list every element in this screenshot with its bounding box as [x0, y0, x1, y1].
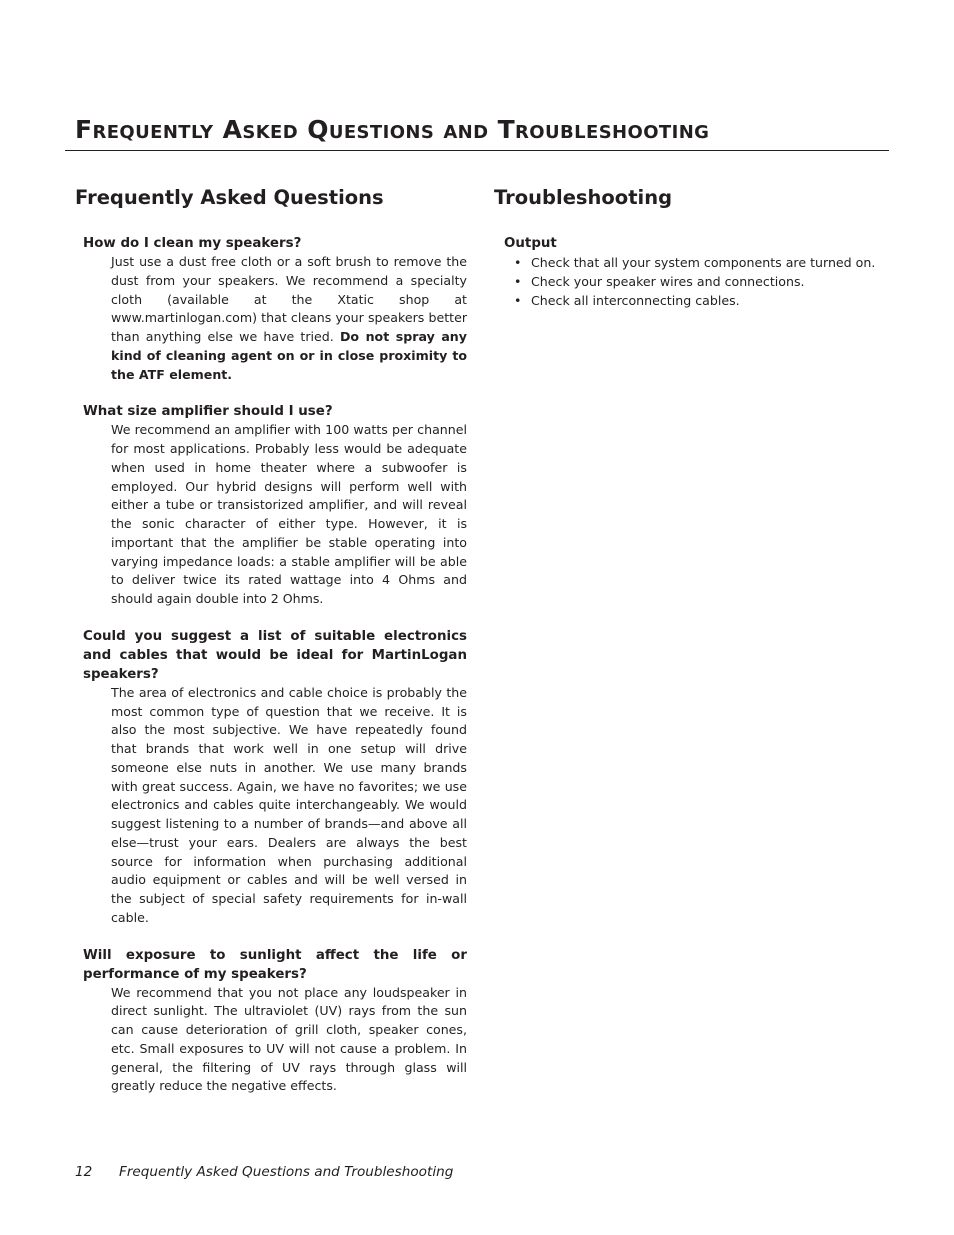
faq-item-electronics: [75, 627, 467, 928]
faq-item-amplifier: [75, 402, 467, 609]
troubleshooting-output-label: Output: [504, 236, 557, 251]
list-item-text: Check all interconnecting cables.: [531, 293, 740, 308]
faq-item-sunlight: [75, 946, 467, 1097]
list-item: [514, 291, 894, 310]
faq-question: Could you suggest a list of suitable electronics and cables that would be ideal for MartinLogan speakers?: [83, 628, 467, 682]
troubleshooting-column: [494, 184, 894, 310]
faq-answer: The area of electronics and cable choice is probably the most common type of question that we receive. It is also the most subjective. We have repeatedly found that brands that work well in one setup will drive someone else nuts in another. We use many brands with great success. Again, we have no favorites; we use electronics and cables quite interchangeably. We would suggest listening to a number of brands—and above all else—trust your ears. Dealers are always the best source for information when purchasing additional audio equipment or cables and will be well versed in the subject of special safety requirements for in-wall cable.: [111, 684, 467, 925]
faq-question: What size amplifier should I use?: [83, 404, 333, 420]
page-number: 12: [75, 1164, 93, 1180]
title-rule: [65, 150, 889, 151]
faq-item-cleaning: [75, 234, 467, 384]
running-title: Frequently Asked Questions and Troubleshooting: [119, 1164, 454, 1180]
list-item: [514, 253, 894, 272]
faq-column: [75, 184, 467, 1114]
faq-answer: We recommend an amplifier with 100 watts per channel for most applications. Probably less would be adequate when used in home theater where a subwoofer is employed. Our hybrid designs will perform well with either a tube or transistorized amplifier, and will reveal the sonic character of either type. However, it is important that the amplifier be stable operating into varying impedance loads: a stable amplifier will be able to deliver twice its rated wattage into 4 Ohms and should again double into 2 Ohms.: [111, 422, 467, 606]
bullet-icon: •: [514, 255, 522, 270]
faq-question: Will exposure to sunlight affect the life or performance of my speakers?: [83, 947, 467, 982]
faq-answer-text: Just use a dust free cloth or a soft brush to remove the dust from your speakers. We recommend a specialty cloth (available at the Xtatic shop at www.martinlogan.com) that cleans your speakers better than anything else we have tried.: [111, 254, 467, 344]
faq-answer: We recommend that you not place any loudspeaker in direct sunlight. The ultraviolet (UV) rays from the sun can cause deterioration of grill cloth, speaker cones, etc. Small exposures to UV will not cause a problem. In general, the filtering of UV rays through glass will greatly reduce the negative effects.: [111, 984, 467, 1094]
troubleshooting-heading: Troubleshooting: [494, 186, 673, 209]
faq-answer-warning: Do not spray any kind of cleaning agent on or in close proximity to the ATF element.: [111, 329, 467, 382]
bullet-icon: •: [514, 274, 522, 289]
faq-question: How do I clean my speakers?: [83, 236, 302, 251]
troubleshooting-list: [494, 253, 894, 310]
page-title: Frequently Asked Questions and Troubleshooting: [75, 115, 710, 144]
list-item-text: Check that all your system components are turned on.: [531, 255, 876, 270]
list-item-text: Check your speaker wires and connections.: [531, 274, 805, 289]
list-item: [514, 272, 894, 291]
bullet-icon: •: [514, 293, 522, 308]
faq-answer: [111, 253, 467, 384]
page-footer: [75, 1162, 453, 1182]
faq-heading: Frequently Asked Questions: [75, 186, 384, 209]
